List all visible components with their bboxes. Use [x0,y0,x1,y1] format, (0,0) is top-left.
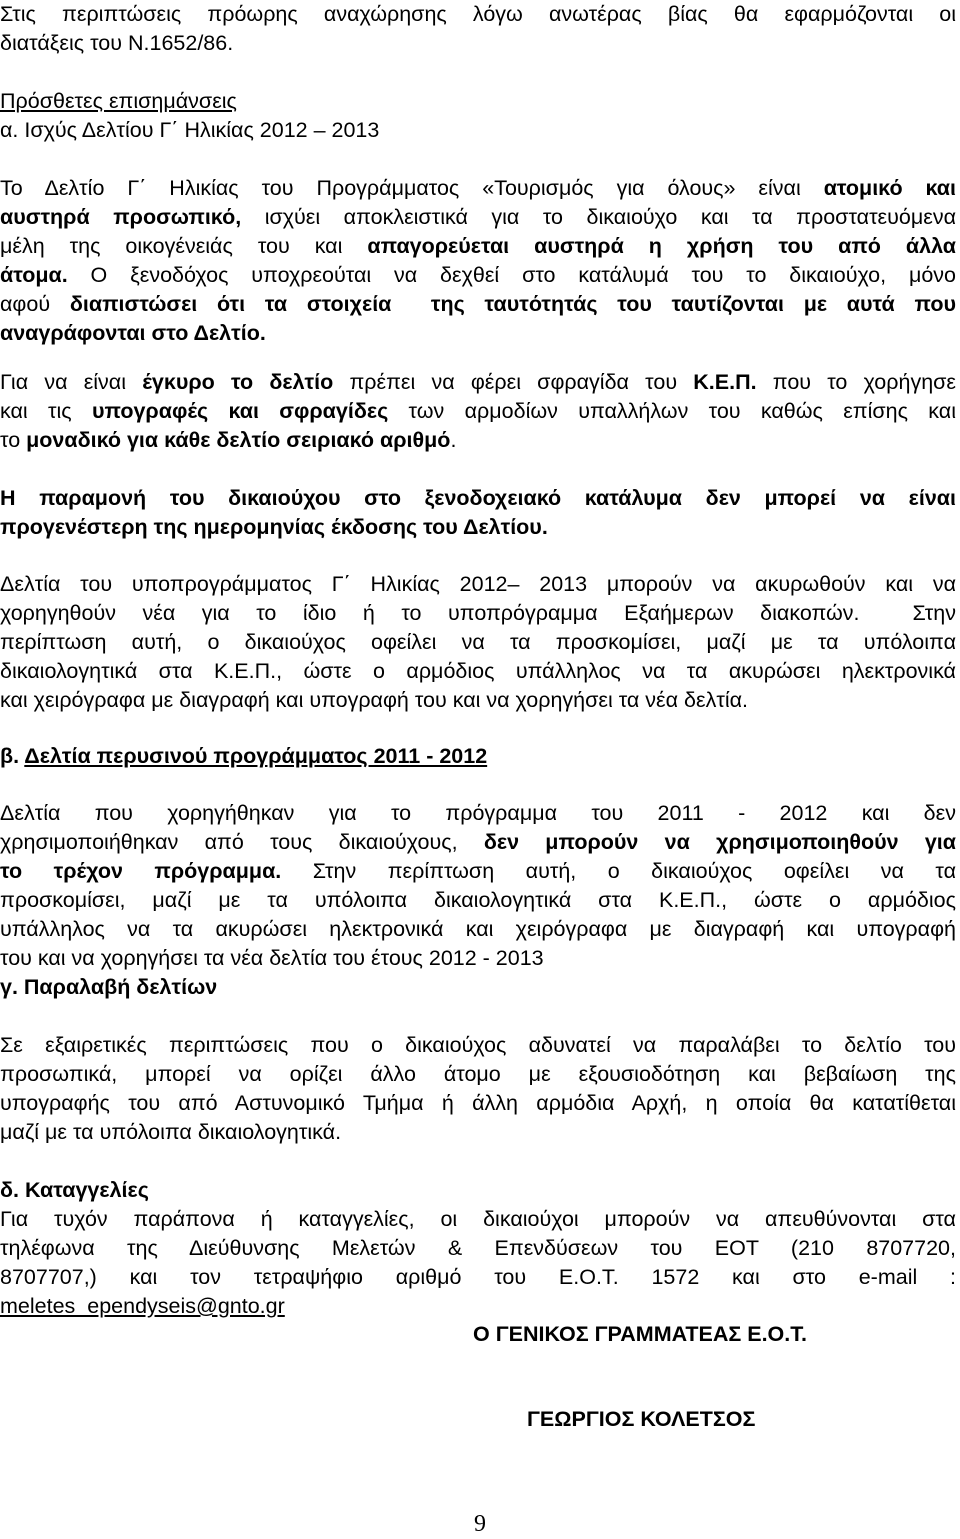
bold-run: αναγράφονται στο Δελτίο. [0,321,266,345]
section-heading [0,87,956,116]
section-title: Καταγγελίες [25,1178,149,1202]
text-line [0,397,956,426]
text-run: Ο ξενοδόχος υποχρεούται να δεχθεί στο κατάλυμά του το δικαιούχο, μόνο [67,263,956,287]
text-run: και τις [0,399,92,423]
section-title: Δελτία περυσινού προγράμματος 2011 - 2012 [24,744,488,768]
bold-run: μοναδικό για κάθε δελτίο σειριακό αριθμό [26,428,451,452]
text-line: Σε εξαιρετικές περιπτώσεις που ο δικαιούχος αδυνατεί να παραλάβει το δελτίο του [0,1033,956,1057]
text-run: που το χορήγησε [756,370,957,394]
text-line: Στις περιπτώσεις πρόωρης αναχώρησης λόγω ανωτέρας βίας θα εφαρμόζονται οι [0,2,956,26]
text-line [0,232,956,261]
text-run: μέλη της οικογένειάς του και [0,234,368,258]
bold-run: διαπιστώσει ότι τα στοιχεία της ταυτότητάς του ταυτίζονται με αυτά που [69,292,956,316]
bold-run: άτομα. [0,263,68,287]
text-line: του και να χορηγήσει τα νέα δελτία του έτους 2012 - 2013 [0,946,544,970]
additional-heading: Πρόσθετες επισημάνσεις [0,89,237,113]
section-prefix: β. [0,744,25,768]
text-line [0,261,956,290]
bold-run: Κ.Ε.Π. [693,370,757,394]
bold-run: Η παραμονή του δικαιούχου στο ξενοδοχειακό κατάλυμα δεν μπορεί να είναι [0,486,956,510]
text-run: . [450,428,457,452]
text-line: υπάλληλος να τα ακυρώσει ηλεκτρονικά και χειρόγραφα με διαγραφή και υπογραφή [0,917,956,941]
text-line [0,290,956,319]
text-line: διατάξεις του Ν.1652/86. [0,31,234,55]
text-line: δικαιολογητικά στα Κ.Ε.Π., ώστε ο αρμόδιος υπάλληλος να τα ακυρώσει ηλεκτρονικά [0,659,956,683]
section-prefix: γ. [0,975,24,999]
section-heading [0,1176,956,1205]
text-line [0,319,956,348]
text-line: υπογραφής του από Αστυνομικό Τμήμα ή άλλη αρμόδια Αρχή, η οποία θα κατατίθεται [0,1091,956,1115]
text-line [0,368,956,397]
subsection-heading: α. Ισχύς Δελτίου Γ΄ Ηλικίας 2012 – 2013 [0,118,380,142]
text-line [0,513,956,542]
signature-role: Ο ΓΕΝΙΚΟΣ ΓΡΑΜΜΑΤΕΑΣ Ε.Ο.Τ. [473,1322,807,1346]
bold-run: αυστηρά προσωπικό, [0,205,242,229]
bold-run: δεν μπορούν να χρησιμοποιηθούν για [483,830,957,854]
bold-run: έγκυρο το δελτίο [142,370,334,394]
text-line: περίπτωση αυτή, ο δικαιούχος οφείλει να τα προσκομίσει, μαζί με τα υπόλοιπα [0,630,956,654]
text-run: ισχύει αποκλειστικά για το δικαιούχο και τα προστατευόμενα [241,205,957,229]
text-run: Στην περίπτωση αυτή, ο δικαιούχος οφείλει να τα [281,859,956,883]
bold-run: υπογραφές και σφραγίδες [91,399,389,423]
text-line [0,484,956,513]
text-run: Για να είναι [0,370,143,394]
text-line [0,174,956,203]
text-run: αφού [0,292,70,316]
text-line [0,857,956,886]
text-line: Για τυχόν παράπονα ή καταγγελίες, οι δικαιούχοι μπορούν να απευθύνονται στα [0,1207,956,1231]
text-run: Το Δελτίο Γ΄ Ηλικίας του Προγράμματος «Τουρισμός για όλους» είναι [0,176,824,200]
text-line: 8707707,) και τον τετραψήφιο αριθμό του Ε.Ο.Τ. 1572 και στο e-mail : [0,1265,956,1289]
section-prefix: δ. [0,1178,25,1202]
text-line [0,1292,956,1321]
text-run: πρέπει να φέρει σφραγίδα του [333,370,694,394]
text-line: προσκομίσει, μαζί με τα υπόλοιπα δικαιολογητικά στα Κ.Ε.Π., ώστε ο αρμόδιος [0,888,956,912]
email-link[interactable]: meletes_ependyseis@gnto.gr [0,1294,285,1318]
text-line: χορηγηθούν νέα για το ίδιο ή το υποπρόγραμμα Εξαήμερων διακοπών. Στην [0,601,956,625]
section-heading [0,742,956,771]
text-line [0,828,956,857]
text-line [0,426,956,455]
bold-run: προγενέστερη της ημερομηνίας έκδοσης του Δελτίου. [0,515,548,539]
bold-run: το τρέχον πρόγραμμα. [0,859,282,883]
bold-run: απαγορεύεται αυστηρά η χρήση του από άλλα [367,234,956,258]
section-title: Παραλαβή δελτίων [23,975,218,999]
text-run: των αρμοδίων υπαλλήλων του καθώς επίσης και [388,399,956,423]
text-line: Δελτία του υποπρογράμματος Γ΄ Ηλικίας 2012– 2013 μπορούν να ακυρωθούν και να [0,572,956,596]
text-line: προσωπικά, μπορεί να ορίζει άλλο άτομο με εξουσιοδότηση και βεβαίωση της [0,1062,956,1086]
page-number: 9 [474,1511,486,1537]
section-heading [0,973,956,1002]
text-line: και χειρόγραφα με διαγραφή και υπογραφή του και να χορηγήσει τα νέα δελτία. [0,688,749,712]
text-line: τηλέφωνα της Διεύθυνσης Μελετών & Επενδύσεων του ΕΟΤ (210 8707720, [0,1236,956,1260]
text-run: χρησιμοποιήθηκαν από τους δικαιούχους, [0,830,484,854]
signature-name: ΓΕΩΡΓΙΟΣ ΚΟΛΕΤΣΟΣ [527,1407,756,1431]
bold-run: ατομικό και [823,176,956,200]
text-line: μαζί με τα υπόλοιπα δικαιολογητικά. [0,1120,342,1144]
text-run: το [0,428,27,452]
text-line [0,203,956,232]
text-line: Δελτία που χορηγήθηκαν για το πρόγραμμα του 2011 - 2012 και δεν [0,801,956,825]
